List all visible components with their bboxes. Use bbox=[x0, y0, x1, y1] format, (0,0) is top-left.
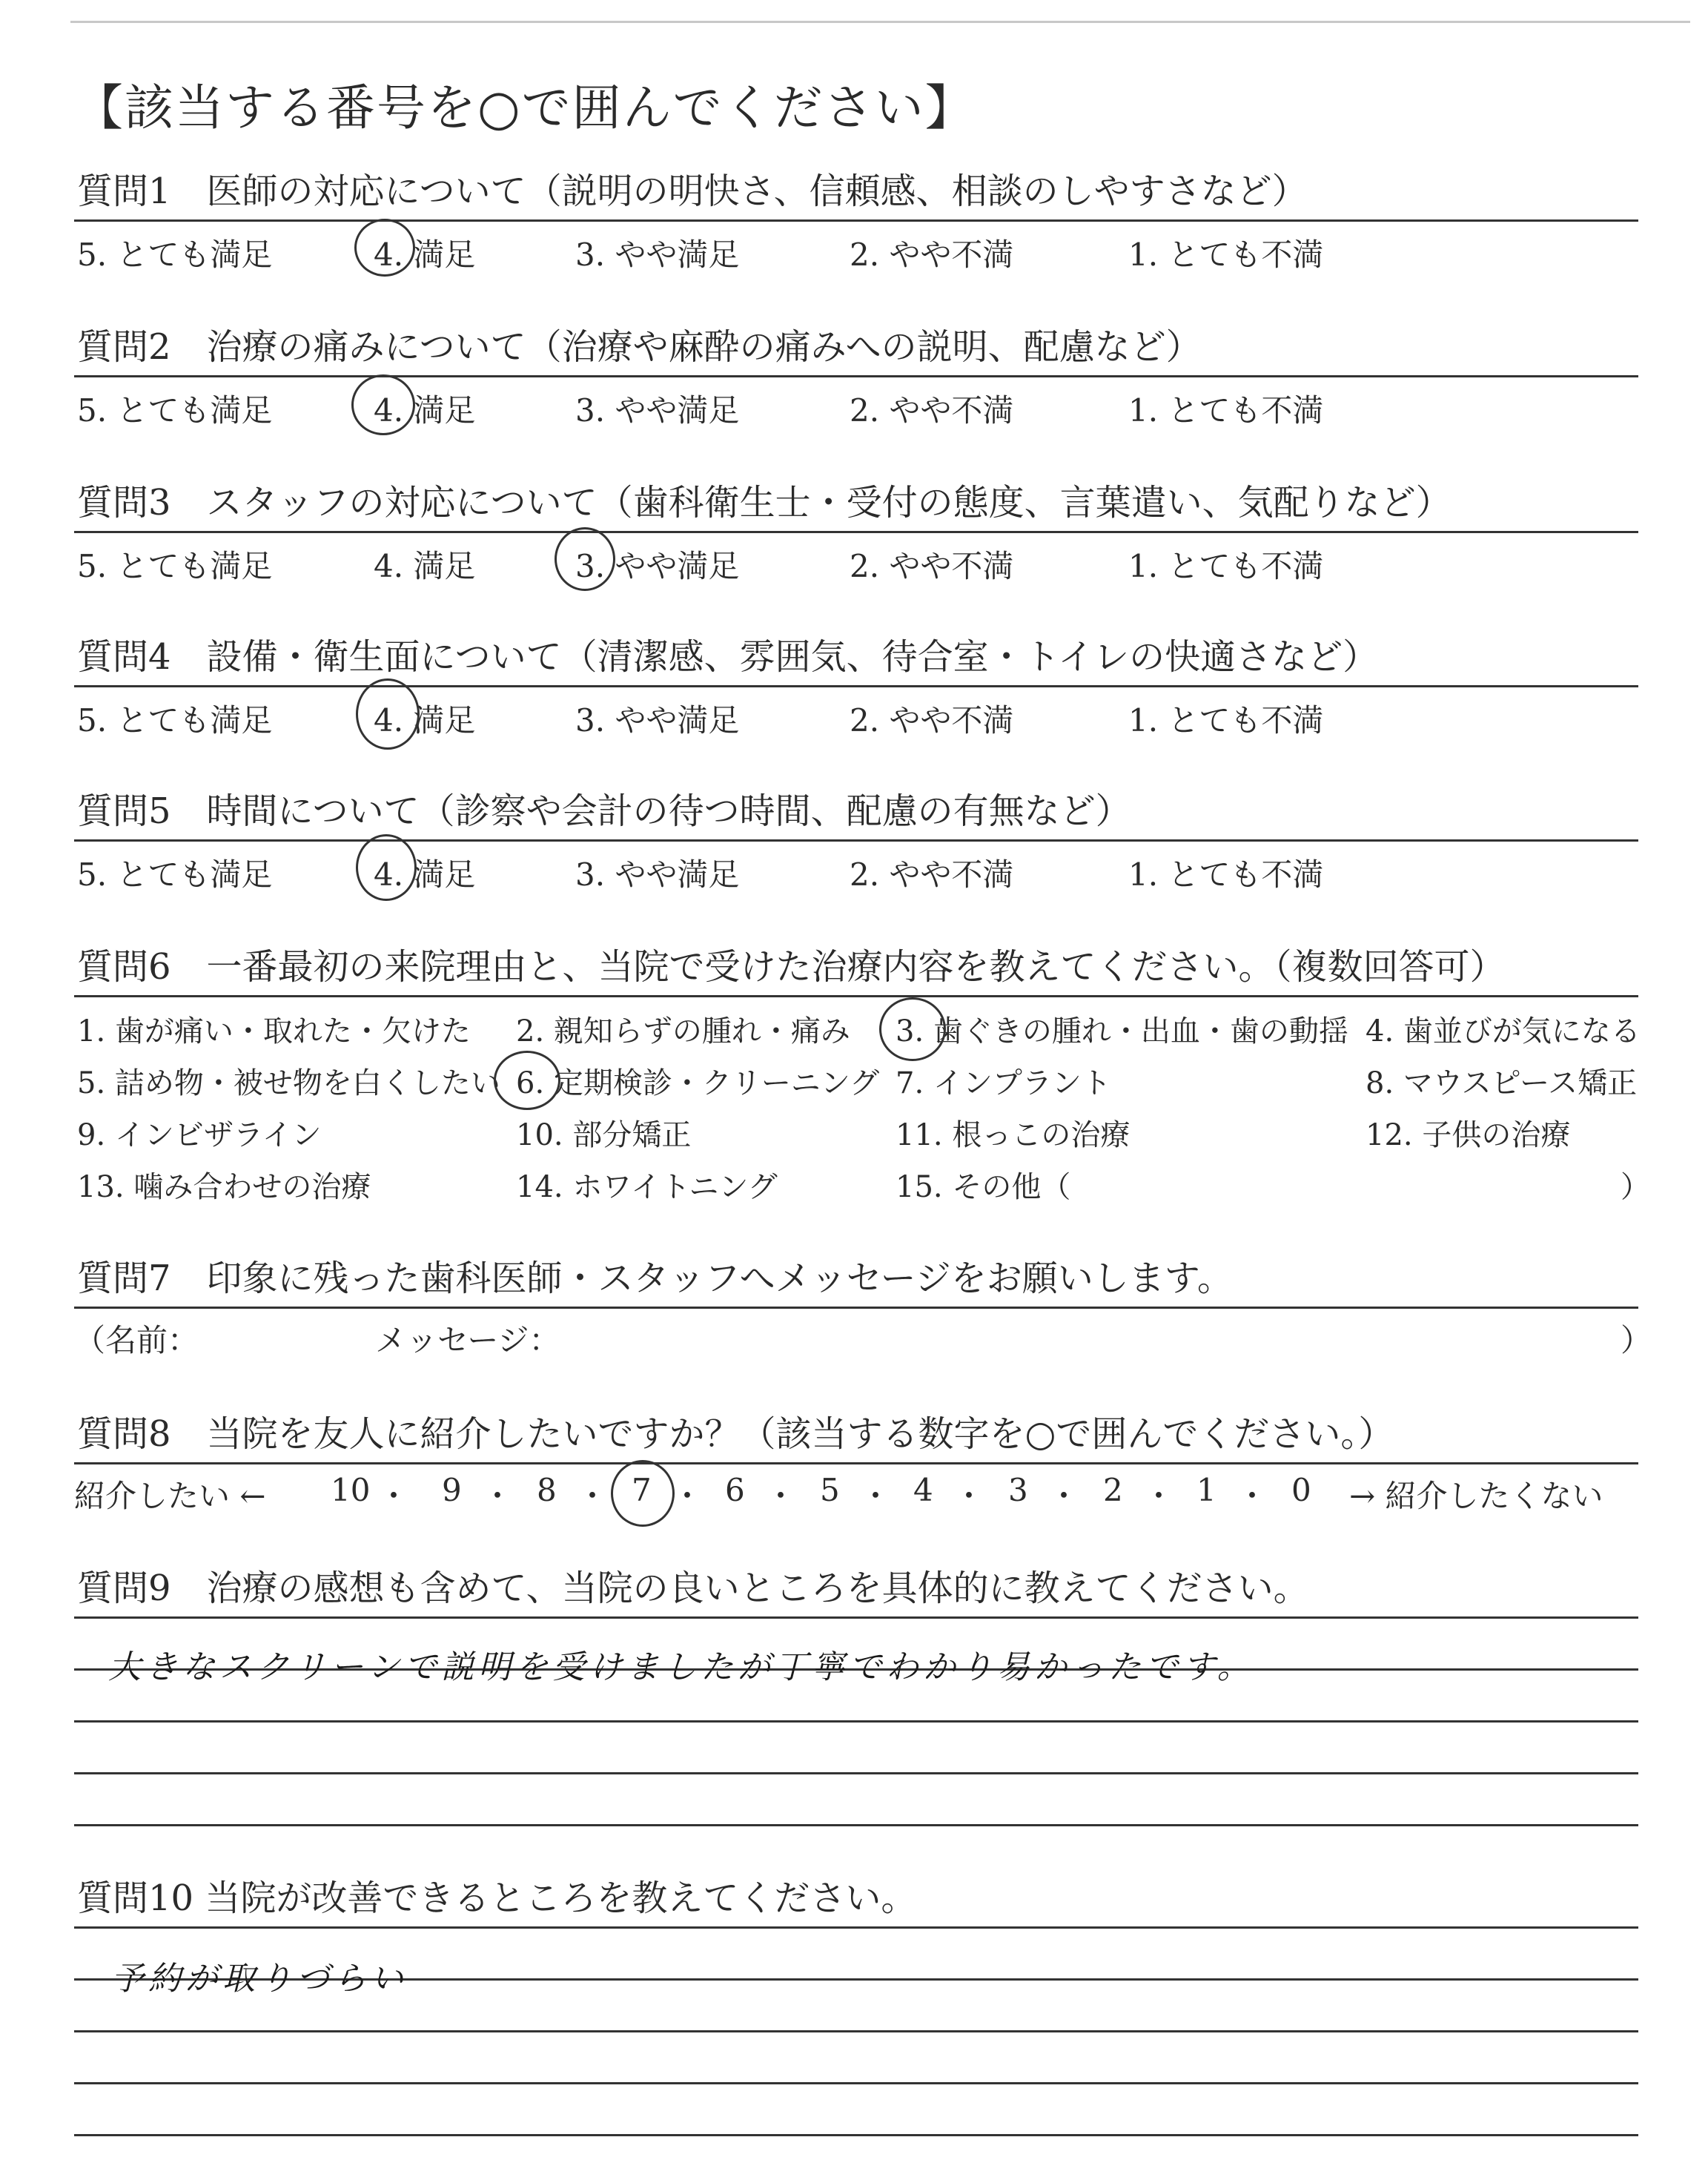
scale-0[interactable]: 0 bbox=[1291, 1472, 1311, 1508]
question-title: 質問1 医師の対応について（説明の明快さ、信頼感、相談のしやすさなど） bbox=[77, 171, 1308, 212]
question-7 bbox=[74, 1256, 1652, 1358]
question-1 bbox=[74, 169, 1638, 271]
treatment-option-12[interactable]: 12. 子供の治療 bbox=[1366, 1118, 1571, 1152]
handwritten-answer-10: 予約が取りづらい bbox=[111, 1960, 408, 1998]
scale-dot: ・ bbox=[577, 1478, 609, 1514]
option-5[interactable]: 5. とても満足 bbox=[77, 237, 273, 273]
handwritten-answer-9: 大きなスクリーンで説明を受けましたが丁寧でわかり易かったです。 bbox=[108, 1648, 1254, 1686]
treatment-option-14[interactable]: 14. ホワイトニング bbox=[516, 1170, 778, 1204]
question-title: 質問6 一番最初の来院理由と、当院で受けた治療内容を教えてください。（複数回答可） bbox=[77, 946, 1506, 988]
scale-10[interactable]: 10 bbox=[331, 1472, 371, 1508]
scale-7[interactable]: 7 bbox=[632, 1472, 652, 1508]
rating-options bbox=[74, 533, 1638, 582]
option-3[interactable]: 3. やや満足 bbox=[575, 237, 740, 273]
scale-dot: ・ bbox=[765, 1478, 797, 1514]
scale-dot: ・ bbox=[860, 1478, 892, 1514]
scale-1[interactable]: 1 bbox=[1196, 1472, 1217, 1508]
writing-line bbox=[74, 2134, 1638, 2136]
option-2[interactable]: 2. やや不満 bbox=[850, 237, 1014, 273]
writing-line bbox=[74, 2082, 1638, 2084]
scale-9[interactable]: 9 bbox=[442, 1472, 462, 1508]
rating-options bbox=[74, 687, 1638, 739]
option-1[interactable]: 1. とても不満 bbox=[1128, 548, 1324, 584]
scale-dot: ・ bbox=[953, 1478, 985, 1514]
treatment-option-8[interactable]: 8. マウスピース矯正 bbox=[1366, 1066, 1638, 1100]
scale-dot: ・ bbox=[1143, 1478, 1175, 1514]
option-2[interactable]: 2. やや不満 bbox=[850, 548, 1014, 584]
divider bbox=[74, 1616, 1638, 1619]
option-1[interactable]: 1. とても不満 bbox=[1128, 392, 1324, 429]
question-title: 質問5 時間について（診察や会計の待つ時間、配慮の有無など） bbox=[77, 790, 1131, 832]
treatment-option-7[interactable]: 7. インプラント bbox=[896, 1066, 1111, 1100]
selection-circle bbox=[356, 678, 420, 750]
option-3[interactable]: 3. やや満足 bbox=[575, 548, 740, 584]
scale-right-label: → 紹介したくない bbox=[1349, 1478, 1603, 1514]
scale-dot: ・ bbox=[1237, 1478, 1268, 1514]
option-2[interactable]: 2. やや不満 bbox=[850, 856, 1014, 893]
option-4[interactable]: 4. 満足 bbox=[374, 237, 476, 273]
scale-4[interactable]: 4 bbox=[913, 1472, 933, 1508]
option-2[interactable]: 2. やや不満 bbox=[850, 392, 1014, 429]
top-border bbox=[70, 21, 1690, 23]
question-title: 質問3 スタッフの対応について（歯科衛生士・受付の態度、言葉遣い、気配りなど） bbox=[77, 482, 1452, 524]
selection-circle bbox=[351, 374, 415, 435]
close-paren: ） bbox=[1621, 1170, 1650, 1204]
scale-3[interactable]: 3 bbox=[1008, 1472, 1028, 1508]
treatment-option-11[interactable]: 11. 根っこの治療 bbox=[896, 1118, 1131, 1152]
option-2[interactable]: 2. やや不満 bbox=[850, 702, 1014, 739]
selection-circle bbox=[879, 997, 946, 1061]
option-4[interactable]: 4. 満足 bbox=[374, 856, 476, 893]
scale-6[interactable]: 6 bbox=[725, 1472, 745, 1508]
question-4 bbox=[74, 635, 1638, 739]
recommend-scale bbox=[74, 1464, 1638, 1516]
option-1[interactable]: 1. とても不満 bbox=[1128, 237, 1324, 273]
treatment-option-9[interactable]: 9. インビザライン bbox=[77, 1118, 322, 1152]
rating-options bbox=[74, 842, 1638, 891]
option-1[interactable]: 1. とても不満 bbox=[1128, 856, 1324, 893]
option-1[interactable]: 1. とても不満 bbox=[1128, 702, 1324, 739]
selection-circle bbox=[494, 1051, 560, 1110]
question-title: 質問10 当院が改善できるところを教えてください。 bbox=[77, 1877, 917, 1919]
name-label: （名前： bbox=[74, 1322, 199, 1358]
option-4[interactable]: 4. 満足 bbox=[374, 548, 476, 584]
option-5[interactable]: 5. とても満足 bbox=[77, 856, 273, 893]
writing-line bbox=[74, 1772, 1638, 1774]
question-6 bbox=[74, 945, 1650, 1220]
option-3[interactable]: 3. やや満足 bbox=[575, 392, 740, 429]
option-4[interactable]: 4. 満足 bbox=[374, 702, 476, 739]
selection-circle bbox=[555, 527, 615, 591]
option-5[interactable]: 5. とても満足 bbox=[77, 392, 273, 429]
selection-circle bbox=[354, 219, 415, 277]
scale-left-label: 紹介したい ← bbox=[74, 1478, 266, 1514]
question-3 bbox=[74, 480, 1638, 582]
close-paren: ） bbox=[1621, 1322, 1652, 1358]
option-5[interactable]: 5. とても満足 bbox=[77, 548, 273, 584]
treatment-options bbox=[74, 997, 1650, 1220]
writing-line bbox=[74, 1720, 1638, 1723]
option-3[interactable]: 3. やや満足 bbox=[575, 856, 740, 893]
selection-circle bbox=[356, 834, 417, 901]
rating-options bbox=[74, 377, 1638, 429]
treatment-option-4[interactable]: 4. 歯並びが気になる bbox=[1366, 1014, 1641, 1048]
writing-line bbox=[74, 1824, 1638, 1826]
option-5[interactable]: 5. とても満足 bbox=[77, 702, 273, 739]
treatment-option-5[interactable]: 5. 詰め物・被せ物を白くしたい bbox=[77, 1066, 500, 1100]
scale-dot: ・ bbox=[672, 1478, 704, 1514]
question-2 bbox=[74, 325, 1638, 429]
treatment-option-15[interactable]: 15. その他（ bbox=[896, 1170, 1071, 1204]
form-header: 【該当する番号を○で囲んでください】 bbox=[74, 79, 976, 136]
scale-dot: ・ bbox=[482, 1478, 514, 1514]
scale-2[interactable]: 2 bbox=[1103, 1472, 1123, 1508]
question-5 bbox=[74, 789, 1638, 891]
scale-5[interactable]: 5 bbox=[820, 1472, 840, 1508]
treatment-option-6[interactable]: 6. 定期検診・クリーニング bbox=[516, 1066, 880, 1100]
question-title: 質問2 治療の痛みについて（治療や麻酔の痛みへの説明、配慮など） bbox=[77, 326, 1202, 368]
scale-8[interactable]: 8 bbox=[537, 1472, 557, 1508]
question-title: 質問7 印象に残った歯科医師・スタッフへメッセージをお願いします。 bbox=[77, 1258, 1233, 1299]
treatment-option-1[interactable]: 1. 歯が痛い・取れた・欠けた bbox=[77, 1014, 471, 1048]
treatment-option-2[interactable]: 2. 親知らずの腫れ・痛み bbox=[516, 1014, 850, 1048]
divider bbox=[74, 1926, 1638, 1929]
treatment-option-13[interactable]: 13. 噛み合わせの治療 bbox=[77, 1170, 371, 1204]
rating-options bbox=[74, 222, 1638, 271]
writing-line bbox=[74, 2030, 1638, 2032]
selection-circle bbox=[611, 1460, 675, 1527]
question-title: 質問9 治療の感想も含めて、当院の良いところを具体的に教えてください。 bbox=[77, 1568, 1309, 1609]
message-row bbox=[74, 1309, 1652, 1358]
question-title: 質問8 当院を友人に紹介したいですか？（該当する数字を○で囲んでください。） bbox=[77, 1413, 1394, 1455]
question-10 bbox=[74, 1876, 1638, 2136]
message-label: メッセージ： bbox=[375, 1322, 560, 1358]
scale-dot: ・ bbox=[1048, 1478, 1080, 1514]
option-4[interactable]: 4. 満足 bbox=[374, 392, 476, 429]
option-3[interactable]: 3. やや満足 bbox=[575, 702, 740, 739]
question-title: 質問4 設備・衛生面について（清潔感、雰囲気、待合室・トイレの快適さなど） bbox=[77, 636, 1379, 678]
scale-dot: ・ bbox=[378, 1478, 410, 1514]
treatment-option-3[interactable]: 3. 歯ぐきの腫れ・出血・歯の動揺 bbox=[896, 1014, 1348, 1048]
treatment-option-10[interactable]: 10. 部分矯正 bbox=[516, 1118, 692, 1152]
question-8 bbox=[74, 1412, 1638, 1516]
question-9 bbox=[74, 1566, 1638, 1826]
